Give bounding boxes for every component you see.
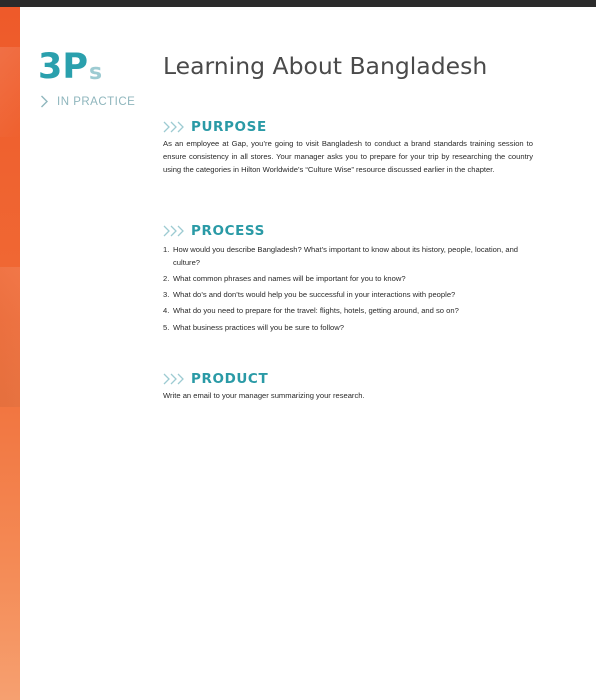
list-item-text: How would you describe Bangladesh? What’s important to know about its history, people, location, and culture? xyxy=(173,245,519,267)
product-heading xyxy=(163,370,533,388)
purpose-section xyxy=(163,118,533,176)
list-item-text: What do’s and don’ts would help you be successful in your interactions with people? xyxy=(173,290,456,300)
logo-wordmark xyxy=(38,47,148,87)
page-title: Learning About Bangladesh xyxy=(163,52,488,80)
triple-chevron-icon xyxy=(163,225,187,237)
list-item-text: What common phrases and names will be important for you to know? xyxy=(173,273,406,283)
list-item-number: 2. xyxy=(163,273,170,283)
product-title: PRODUCT xyxy=(191,371,269,387)
product-section xyxy=(163,370,533,403)
purpose-text: As an employee at Gap, you’re going to visit Bangladesh to conduct a brand standards training session to ensure consistency in all stores. Your manager asks you to prepare for your trip by researching the country using the categories in Hilton Worldwide’s “Culture Wise” resource discussed earlier in the chapter. xyxy=(163,139,533,174)
strip-facet xyxy=(0,267,20,407)
list-item xyxy=(163,322,533,335)
3ps-logo xyxy=(38,47,148,108)
list-item-text: What do you need to prepare for the travel: flights, hotels, getting around, and so on? xyxy=(173,306,459,316)
list-item xyxy=(163,305,533,318)
list-item xyxy=(163,289,533,302)
process-list xyxy=(163,244,533,334)
process-heading xyxy=(163,222,533,240)
list-item xyxy=(163,244,533,270)
logo-main-text: 3P xyxy=(38,47,89,87)
product-text: Write an email to your manager summarizing your research. xyxy=(163,391,365,400)
logo-suffix-text: s xyxy=(89,60,103,85)
chevron-right-icon xyxy=(40,95,49,108)
top-bar xyxy=(0,0,596,7)
list-item-text: What business practices will you be sure to follow? xyxy=(173,322,344,332)
triple-chevron-icon xyxy=(163,373,187,385)
strip-facet xyxy=(0,47,20,137)
purpose-heading xyxy=(163,118,533,136)
list-item xyxy=(163,273,533,286)
orange-side-strip xyxy=(0,7,20,700)
process-section xyxy=(163,222,533,338)
list-item-number: 5. xyxy=(163,322,170,332)
purpose-title: PURPOSE xyxy=(191,119,267,135)
list-item-number: 3. xyxy=(163,290,170,300)
logo-subtitle-text: IN PRACTICE xyxy=(57,95,136,108)
triple-chevron-icon xyxy=(163,121,187,133)
list-item-number: 1. xyxy=(163,245,170,254)
logo-subtitle xyxy=(40,95,148,108)
process-title: PROCESS xyxy=(191,223,265,239)
list-item-number: 4. xyxy=(163,306,170,316)
